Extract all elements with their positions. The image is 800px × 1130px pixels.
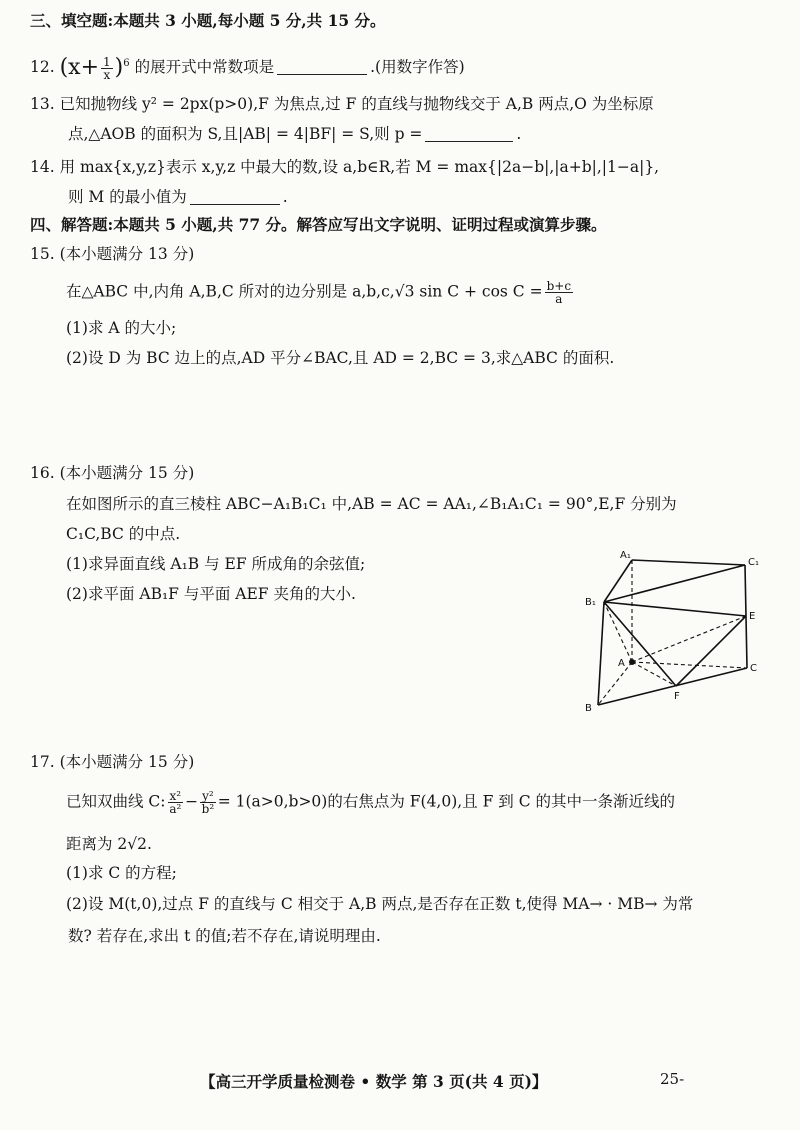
- vertex-a-dot: [629, 659, 635, 665]
- q13-line2: 点,△AOB 的面积为 S,且|AB| = 4|BF| = S,则 p = .: [68, 125, 522, 143]
- label-B: B: [585, 703, 592, 714]
- label-F: F: [674, 691, 680, 702]
- q12-answer-blank: [277, 56, 367, 75]
- section3-heading: 三、填空题:本题共 3 小题,每小题 5 分,共 15 分。: [30, 11, 386, 30]
- label-B1: B₁: [585, 597, 596, 608]
- label-C1: C₁: [748, 557, 759, 568]
- q14-answer-blank: [190, 186, 280, 205]
- prism-figure: [580, 545, 780, 720]
- q17-part1: (1)求 C 的方程;: [66, 864, 177, 882]
- label-C: C: [750, 663, 757, 674]
- q16-title: 16. (本小题满分 15 分): [30, 464, 195, 482]
- q17-part2-line1: (2)设 M(t,0),过点 F 的直线与 C 相交于 A,B 两点,是否存在正数 t,使得 MA→ · MB→ 为常: [66, 895, 694, 913]
- section4-heading: 四、解答题:本题共 5 小题,共 77 分。解答应写出文字说明、证明过程或演算步骤。: [30, 215, 607, 234]
- q15-part2: (2)设 D 为 BC 边上的点,AD 平分∠BAC,且 AD = 2,BC = 3,求△ABC 的面积.: [66, 349, 615, 367]
- q12-fraction: $\frac{1}{x}$: [103, 54, 111, 82]
- q17-title: 17. (本小题满分 15 分): [30, 753, 195, 771]
- edge-b1-f: [604, 602, 676, 686]
- q17-part2-line2: 数? 若存在,求出 t 的值;若不存在,请说明理由.: [68, 927, 381, 945]
- q14-line2: 则 M 的最小值为 .: [68, 188, 288, 206]
- edge-a-b1: [604, 602, 632, 662]
- q13-line1: 13. 已知抛物线 y² = 2px(p>0),F 为焦点,过 F 的直线与抛物线交于 A,B 两点,O 为坐标原: [30, 95, 654, 113]
- q15-fraction: $\frac{b+c}{a}$: [546, 279, 572, 306]
- page-code: 25-: [660, 1070, 685, 1088]
- q17-stem-line1: 已知双曲线 C: $\frac{\text{x²}}{\text{a²}}$ − $\frac{\text{y²}}{\text{b²}}$ = 1(a>0,b>0)的右焦点为 F(4,0),且 F 到 C 的其中一条渐近线的: [66, 789, 676, 816]
- q12-text: 的展开式中常数项是: [134, 58, 275, 77]
- q12-number: 12.: [30, 58, 55, 77]
- q14-line1: 14. 用 max{x,y,z}表示 x,y,z 中最大的数,设 a,b∈R,若 M = max{|2a−b|,|a+b|,|1−a|},: [30, 158, 660, 176]
- edge-a-c: [632, 662, 747, 668]
- page-footer: 【高三开学质量检测卷 • 数学 第 3 页(共 4 页)】: [200, 1072, 548, 1091]
- q16-part2: (2)求平面 AB₁F 与平面 AEF 夹角的大小.: [66, 585, 356, 603]
- label-A1: A₁: [620, 550, 631, 561]
- q16-stem-line2: C₁C,BC 的中点.: [66, 525, 181, 543]
- label-E: E: [749, 611, 756, 622]
- q15-part1: (1)求 A 的大小;: [66, 319, 177, 337]
- q13-answer-blank: [425, 123, 513, 142]
- q17-frac-y: $\frac{\text{y²}}{\text{b²}}$: [201, 789, 215, 816]
- q15-stem: 在△ABC 中,内角 A,B,C 所对的边分别是 a,b,c,√3 sin C + cos C = $\frac{b+c}{a}$: [66, 279, 572, 306]
- q12-line: 12. (x+ $\frac{1}{x}$ )$^6$ 的展开式中常数项是 .(用数字作答): [30, 54, 465, 82]
- q12-expr: (x+ $\frac{1}{x}$ )$^6$: [59, 54, 130, 82]
- edge-b1-e: [604, 602, 746, 616]
- edge-a-f: [632, 662, 676, 686]
- edge-b-c: [598, 668, 747, 705]
- label-A: A: [618, 658, 625, 669]
- edge-f-e: [676, 616, 746, 686]
- q15-title: 15. (本小题满分 13 分): [30, 245, 195, 263]
- edge-a1-c1: [632, 560, 745, 565]
- q17-frac-x: $\frac{\text{x²}}{\text{a²}}$: [169, 789, 182, 816]
- edge-b1-b: [598, 602, 604, 705]
- q17-stem-line2: 距离为 2√2.: [66, 835, 152, 853]
- q16-part1: (1)求异面直线 A₁B 与 EF 所成角的余弦值;: [66, 555, 366, 573]
- q16-stem-line1: 在如图所示的直三棱柱 ABC−A₁B₁C₁ 中,AB = AC = AA₁,∠B₁A₁C₁ = 90°,E,F 分别为: [66, 495, 677, 513]
